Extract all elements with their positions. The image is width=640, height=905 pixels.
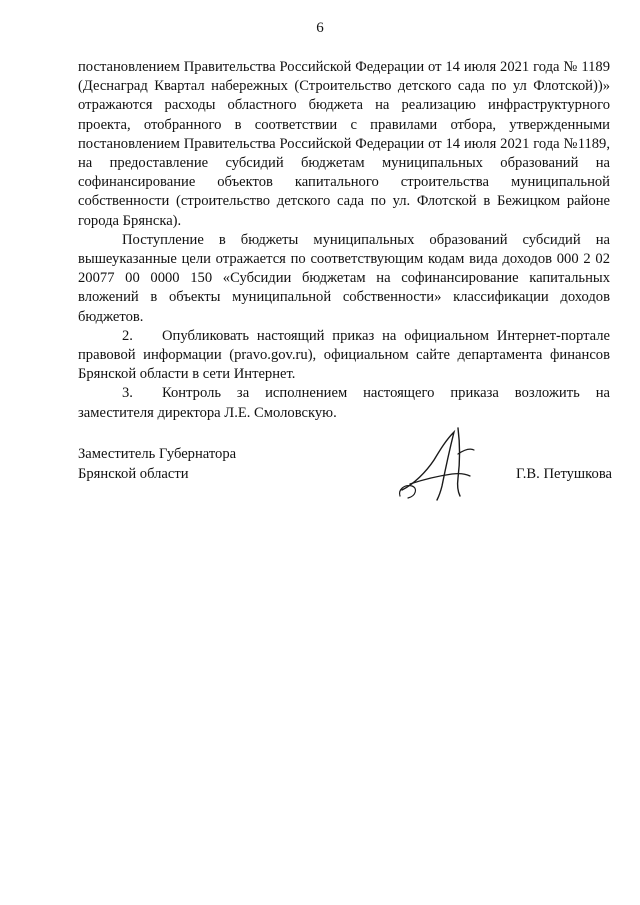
handwritten-signature bbox=[388, 424, 498, 504]
paragraph-budget-expenses: постановлением Правительства Российской Федерации от 14 июля 2021 года № 1189 (Деснаград Квартал набережных (Строительство детского сада по ул Флотской))» отражаются расходы областного бюджета на реализацию инфраструктурного проекта, отобранного в соответствии с правилами отбора, утвержденными постановлением Правительства Российской Федерации от 14 июля 2021 года №1189, на предоставление субсидий бюджетам муниципальных образований на софинансирование объектов капитального строительства муниципальной собственности (строительство детского сада по ул. Флотской в Бежицком районе города Брянска). bbox=[78, 59, 610, 229]
list-item-number: 2. bbox=[122, 327, 133, 344]
paragraph-subsidy-receipts: Поступление в бюджеты муниципальных образований субсидий на вышеуказанные цели отражается по соответствующим кодам вида доходов 000 2 02 20077 00 0000 150 «Субсидии бюджетам на софинансирование капитальных вложений в объекты муниципальной собственности» классификации доходов бюджетов. bbox=[78, 231, 610, 325]
signer-title bbox=[78, 444, 338, 484]
signer-title-line1: Заместитель Губернатора bbox=[78, 446, 237, 462]
list-item-control bbox=[78, 384, 610, 422]
signer-title-line2: Брянской области bbox=[78, 466, 189, 482]
list-item-text: Опубликовать настоящий приказ на официальном Интернет-портале правовой информации (pravo.gov.ru), официальном сайте департамента финансов Брянской области в сети Интернет. bbox=[78, 327, 610, 383]
document-body bbox=[78, 58, 610, 423]
page-number: 6 bbox=[316, 20, 324, 36]
list-item-number: 3. bbox=[122, 385, 133, 402]
list-item-publish bbox=[78, 327, 610, 385]
signer-name: Г.В. Петушкова bbox=[515, 466, 612, 482]
list-item-text: Контроль за исполнением настоящего приказа возложить на заместителя директора Л.Е. Смоловскую. bbox=[78, 385, 610, 421]
signature-block bbox=[78, 444, 618, 504]
